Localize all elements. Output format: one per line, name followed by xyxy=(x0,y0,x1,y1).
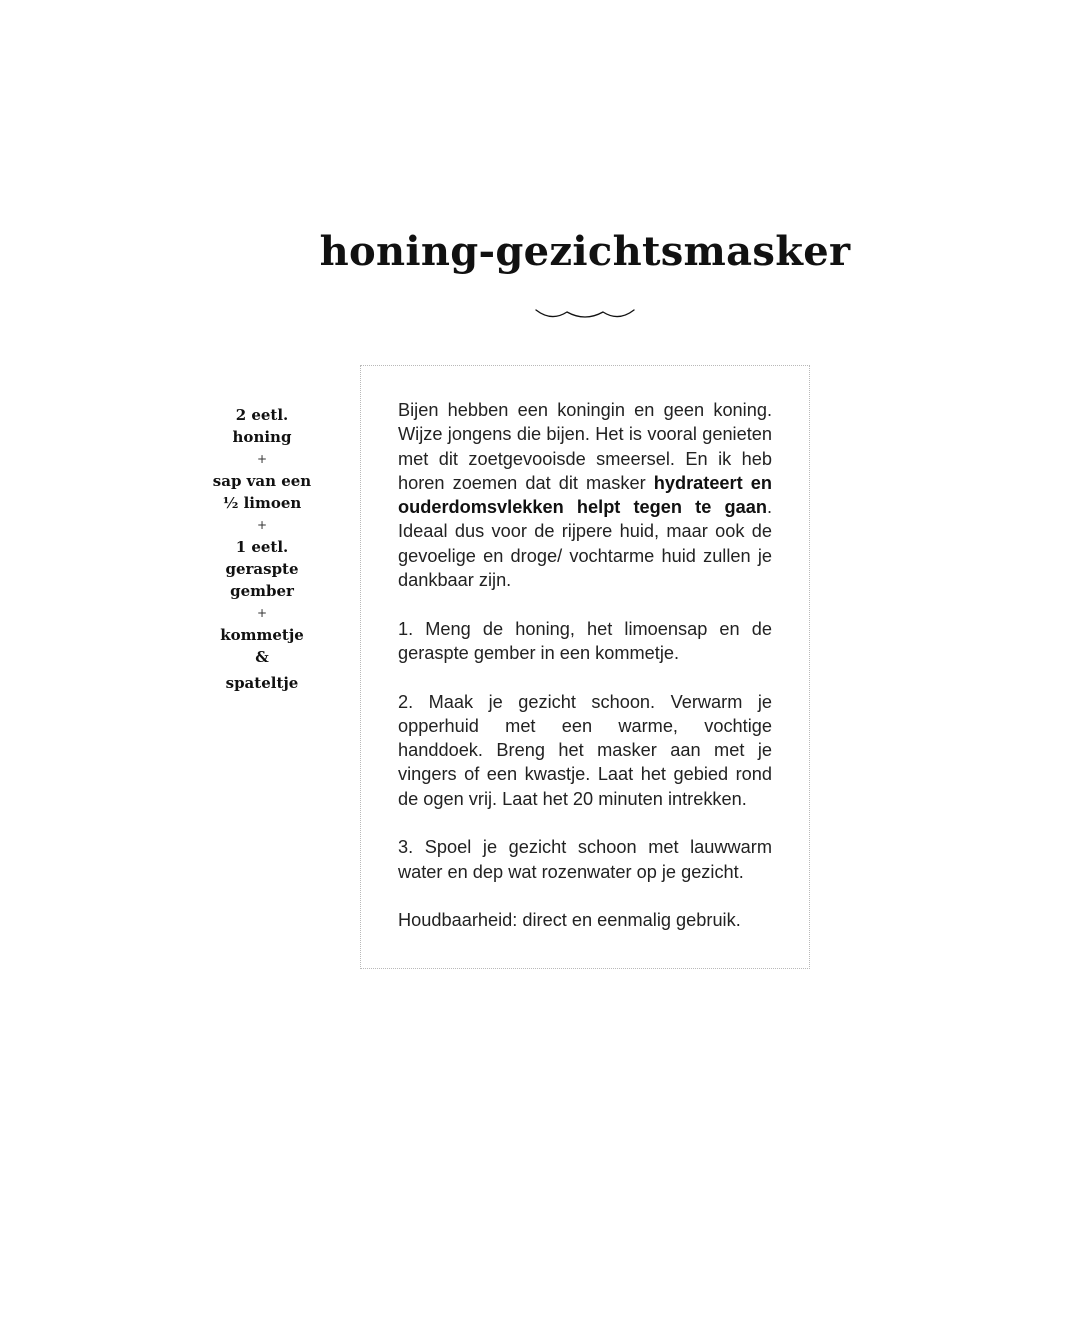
recipe-step-2: 2. Maak je gezicht schoon. Verwarm je opperhuid met een warme, vochtige handdoek. Breng het masker aan met je vingers of een kwastje. Laat het gebied rond de ogen vrij. Laat het 20 minuten intrekken. xyxy=(398,691,772,809)
recipe-step-3: 3. Spoel je gezicht schoon met lauwwarm water en dep wat rozenwater op je gezicht. xyxy=(398,837,772,882)
recipe-intro xyxy=(398,398,772,592)
recipe-instructions xyxy=(398,398,772,933)
plus-separator: + xyxy=(256,606,268,620)
plus-separator: + xyxy=(256,452,268,466)
ingredient-gember-prep: geraspte xyxy=(225,560,299,578)
ampersand-separator: & xyxy=(255,648,269,666)
intro-text: Bijen hebben een koningin en geen koning. Wijze jongens die bijen. Het is vooral genieten met dit zoetgevooisde smeersel. En ik heb horen zoemen dat dit masker xyxy=(398,400,772,493)
intro-text-end: . Ideaal dus voor de rijpere huid, maar ook de gevoelige en droge/ vochtarme huid zullen je dankbaar zijn. xyxy=(398,497,772,591)
ingredient-gember-amount: 1 eetl. xyxy=(235,538,289,556)
page-title: honing-gezichtsmasker xyxy=(319,228,851,275)
tool-kommetje: kommetje xyxy=(220,626,304,644)
ingredient-gember-name: gember xyxy=(230,582,294,600)
shelf-life: Houdbaarheid: direct en eenmalig gebruik. xyxy=(398,910,741,931)
plus-separator: + xyxy=(256,518,268,532)
ingredient-honing-amount: 2 eetl. xyxy=(235,406,289,424)
ingredient-limoen-name: ½ limoen xyxy=(222,494,302,512)
ingredient-limoen-amount: sap van een xyxy=(212,472,312,490)
ingredient-honing-name: honing xyxy=(232,428,292,446)
tool-spateltje: spateltje xyxy=(225,674,299,692)
scallop-divider-ornament xyxy=(534,306,636,322)
intro-highlight: hydrateert en ouderdomsvlekken helpt tegen te gaan xyxy=(398,472,772,518)
ingredients-list xyxy=(196,404,328,694)
recipe-step-1: 1. Meng de honing, het limoensap en de geraspte gember in een kommetje. xyxy=(398,618,772,663)
